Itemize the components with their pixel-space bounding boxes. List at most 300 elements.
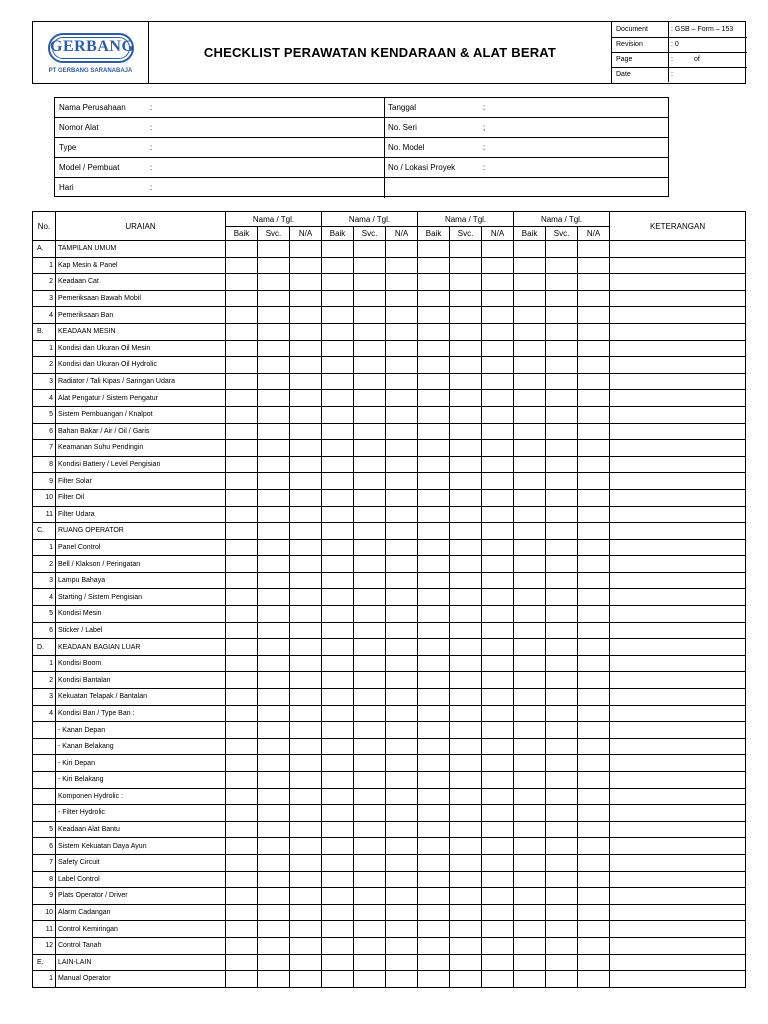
keterangan-cell[interactable] [610, 489, 746, 506]
check-cell[interactable] [450, 954, 482, 971]
check-cell[interactable] [290, 854, 322, 871]
check-cell[interactable] [578, 871, 610, 888]
check-cell[interactable] [226, 954, 258, 971]
check-cell[interactable] [226, 456, 258, 473]
check-cell[interactable] [578, 971, 610, 988]
check-cell[interactable] [482, 556, 514, 573]
check-cell[interactable] [322, 639, 354, 656]
check-cell[interactable] [290, 672, 322, 689]
check-cell[interactable] [578, 937, 610, 954]
check-cell[interactable] [322, 722, 354, 739]
check-cell[interactable] [450, 456, 482, 473]
check-cell[interactable] [418, 622, 450, 639]
check-cell[interactable] [514, 937, 546, 954]
check-cell[interactable] [290, 655, 322, 672]
check-cell[interactable] [546, 655, 578, 672]
check-cell[interactable] [290, 406, 322, 423]
check-cell[interactable] [226, 971, 258, 988]
check-cell[interactable] [450, 423, 482, 440]
check-cell[interactable] [482, 390, 514, 407]
check-cell[interactable] [418, 639, 450, 656]
check-cell[interactable] [450, 672, 482, 689]
check-cell[interactable] [482, 655, 514, 672]
check-cell[interactable] [578, 373, 610, 390]
check-cell[interactable] [258, 357, 290, 374]
check-cell[interactable] [290, 606, 322, 623]
check-cell[interactable] [226, 406, 258, 423]
check-cell[interactable] [258, 954, 290, 971]
check-cell[interactable] [450, 257, 482, 274]
check-cell[interactable] [578, 722, 610, 739]
check-cell[interactable] [322, 257, 354, 274]
check-cell[interactable] [578, 539, 610, 556]
check-cell[interactable] [482, 954, 514, 971]
keterangan-cell[interactable] [610, 821, 746, 838]
check-cell[interactable] [258, 821, 290, 838]
check-cell[interactable] [546, 722, 578, 739]
check-cell[interactable] [258, 589, 290, 606]
check-cell[interactable] [226, 473, 258, 490]
check-cell[interactable] [514, 854, 546, 871]
check-cell[interactable] [578, 506, 610, 523]
check-cell[interactable] [354, 523, 386, 540]
check-cell[interactable] [514, 274, 546, 291]
keterangan-cell[interactable] [610, 705, 746, 722]
check-cell[interactable] [354, 954, 386, 971]
check-cell[interactable] [386, 406, 418, 423]
check-cell[interactable] [354, 689, 386, 706]
check-cell[interactable] [546, 589, 578, 606]
check-cell[interactable] [482, 738, 514, 755]
check-cell[interactable] [514, 440, 546, 457]
check-cell[interactable] [418, 323, 450, 340]
check-cell[interactable] [290, 888, 322, 905]
check-cell[interactable] [418, 523, 450, 540]
check-cell[interactable] [450, 805, 482, 822]
check-cell[interactable] [226, 622, 258, 639]
check-cell[interactable] [546, 705, 578, 722]
check-cell[interactable] [354, 854, 386, 871]
check-cell[interactable] [258, 689, 290, 706]
check-cell[interactable] [290, 473, 322, 490]
check-cell[interactable] [482, 241, 514, 258]
check-cell[interactable] [418, 821, 450, 838]
check-cell[interactable] [386, 257, 418, 274]
check-cell[interactable] [258, 440, 290, 457]
check-cell[interactable] [354, 788, 386, 805]
check-cell[interactable] [450, 406, 482, 423]
check-cell[interactable] [386, 854, 418, 871]
check-cell[interactable] [226, 805, 258, 822]
check-cell[interactable] [386, 556, 418, 573]
check-cell[interactable] [578, 921, 610, 938]
check-cell[interactable] [514, 539, 546, 556]
check-cell[interactable] [290, 307, 322, 324]
check-cell[interactable] [226, 838, 258, 855]
check-cell[interactable] [386, 655, 418, 672]
info-field-value[interactable]: : [483, 143, 486, 152]
check-cell[interactable] [546, 838, 578, 855]
check-cell[interactable] [226, 423, 258, 440]
check-cell[interactable] [450, 705, 482, 722]
check-cell[interactable] [450, 572, 482, 589]
check-cell[interactable] [546, 772, 578, 789]
keterangan-cell[interactable] [610, 406, 746, 423]
check-cell[interactable] [546, 971, 578, 988]
check-cell[interactable] [482, 357, 514, 374]
check-cell[interactable] [418, 406, 450, 423]
check-cell[interactable] [290, 572, 322, 589]
check-cell[interactable] [578, 622, 610, 639]
check-cell[interactable] [386, 622, 418, 639]
keterangan-cell[interactable] [610, 772, 746, 789]
check-cell[interactable] [578, 307, 610, 324]
check-cell[interactable] [354, 406, 386, 423]
check-cell[interactable] [322, 340, 354, 357]
check-cell[interactable] [226, 854, 258, 871]
check-cell[interactable] [578, 772, 610, 789]
check-cell[interactable] [546, 888, 578, 905]
check-cell[interactable] [546, 904, 578, 921]
check-cell[interactable] [386, 340, 418, 357]
check-cell[interactable] [322, 539, 354, 556]
check-cell[interactable] [578, 655, 610, 672]
check-cell[interactable] [290, 556, 322, 573]
check-cell[interactable] [418, 290, 450, 307]
check-cell[interactable] [258, 705, 290, 722]
check-cell[interactable] [322, 274, 354, 291]
check-cell[interactable] [386, 921, 418, 938]
check-cell[interactable] [226, 821, 258, 838]
check-cell[interactable] [386, 772, 418, 789]
check-cell[interactable] [418, 572, 450, 589]
check-cell[interactable] [386, 589, 418, 606]
check-cell[interactable] [258, 622, 290, 639]
check-cell[interactable] [450, 274, 482, 291]
check-cell[interactable] [418, 888, 450, 905]
check-cell[interactable] [418, 473, 450, 490]
check-cell[interactable] [354, 323, 386, 340]
keterangan-cell[interactable] [610, 290, 746, 307]
check-cell[interactable] [546, 572, 578, 589]
check-cell[interactable] [226, 257, 258, 274]
check-cell[interactable] [514, 373, 546, 390]
check-cell[interactable] [450, 506, 482, 523]
info-field-value[interactable]: : [150, 163, 153, 172]
keterangan-cell[interactable] [610, 440, 746, 457]
check-cell[interactable] [386, 672, 418, 689]
check-cell[interactable] [578, 805, 610, 822]
check-cell[interactable] [450, 340, 482, 357]
check-cell[interactable] [258, 921, 290, 938]
check-cell[interactable] [258, 307, 290, 324]
check-cell[interactable] [578, 689, 610, 706]
check-cell[interactable] [450, 755, 482, 772]
check-cell[interactable] [418, 738, 450, 755]
check-cell[interactable] [290, 373, 322, 390]
check-cell[interactable] [258, 456, 290, 473]
check-cell[interactable] [322, 290, 354, 307]
check-cell[interactable] [386, 357, 418, 374]
check-cell[interactable] [514, 357, 546, 374]
check-cell[interactable] [546, 821, 578, 838]
meta-value[interactable]: : GSB – Form – 153 [671, 26, 734, 33]
check-cell[interactable] [226, 871, 258, 888]
check-cell[interactable] [450, 788, 482, 805]
check-cell[interactable] [450, 622, 482, 639]
check-cell[interactable] [546, 307, 578, 324]
check-cell[interactable] [322, 921, 354, 938]
check-cell[interactable] [450, 937, 482, 954]
check-cell[interactable] [290, 506, 322, 523]
check-cell[interactable] [514, 572, 546, 589]
check-cell[interactable] [226, 705, 258, 722]
check-cell[interactable] [546, 506, 578, 523]
check-cell[interactable] [482, 274, 514, 291]
check-cell[interactable] [290, 871, 322, 888]
check-cell[interactable] [450, 357, 482, 374]
keterangan-cell[interactable] [610, 523, 746, 540]
check-cell[interactable] [546, 241, 578, 258]
check-cell[interactable] [546, 606, 578, 623]
check-cell[interactable] [354, 921, 386, 938]
check-cell[interactable] [450, 821, 482, 838]
check-cell[interactable] [322, 606, 354, 623]
check-cell[interactable] [514, 622, 546, 639]
check-cell[interactable] [354, 456, 386, 473]
check-cell[interactable] [482, 689, 514, 706]
check-cell[interactable] [578, 954, 610, 971]
check-cell[interactable] [418, 489, 450, 506]
check-cell[interactable] [258, 290, 290, 307]
check-cell[interactable] [546, 290, 578, 307]
check-cell[interactable] [322, 622, 354, 639]
check-cell[interactable] [258, 539, 290, 556]
check-cell[interactable] [386, 904, 418, 921]
check-cell[interactable] [258, 373, 290, 390]
check-cell[interactable] [354, 937, 386, 954]
check-cell[interactable] [290, 954, 322, 971]
check-cell[interactable] [354, 622, 386, 639]
check-cell[interactable] [546, 257, 578, 274]
check-cell[interactable] [226, 506, 258, 523]
check-cell[interactable] [418, 854, 450, 871]
check-cell[interactable] [386, 572, 418, 589]
check-cell[interactable] [290, 971, 322, 988]
check-cell[interactable] [290, 689, 322, 706]
check-cell[interactable] [578, 556, 610, 573]
check-cell[interactable] [354, 357, 386, 374]
check-cell[interactable] [354, 307, 386, 324]
check-cell[interactable] [290, 921, 322, 938]
check-cell[interactable] [226, 921, 258, 938]
check-cell[interactable] [482, 788, 514, 805]
check-cell[interactable] [354, 340, 386, 357]
check-cell[interactable] [418, 838, 450, 855]
check-cell[interactable] [322, 556, 354, 573]
keterangan-cell[interactable] [610, 689, 746, 706]
check-cell[interactable] [482, 937, 514, 954]
keterangan-cell[interactable] [610, 357, 746, 374]
check-cell[interactable] [546, 854, 578, 871]
check-cell[interactable] [322, 506, 354, 523]
check-cell[interactable] [578, 257, 610, 274]
check-cell[interactable] [354, 772, 386, 789]
check-cell[interactable] [546, 672, 578, 689]
check-cell[interactable] [546, 622, 578, 639]
check-cell[interactable] [386, 639, 418, 656]
check-cell[interactable] [514, 257, 546, 274]
check-cell[interactable] [546, 373, 578, 390]
check-cell[interactable] [322, 357, 354, 374]
check-cell[interactable] [514, 589, 546, 606]
check-cell[interactable] [322, 489, 354, 506]
check-cell[interactable] [226, 556, 258, 573]
check-cell[interactable] [482, 772, 514, 789]
check-cell[interactable] [322, 689, 354, 706]
check-cell[interactable] [514, 489, 546, 506]
keterangan-cell[interactable] [610, 373, 746, 390]
check-cell[interactable] [226, 639, 258, 656]
check-cell[interactable] [482, 323, 514, 340]
check-cell[interactable] [322, 755, 354, 772]
check-cell[interactable] [578, 755, 610, 772]
check-cell[interactable] [418, 805, 450, 822]
check-cell[interactable] [322, 440, 354, 457]
check-cell[interactable] [226, 572, 258, 589]
check-cell[interactable] [322, 904, 354, 921]
check-cell[interactable] [354, 390, 386, 407]
keterangan-cell[interactable] [610, 622, 746, 639]
check-cell[interactable] [514, 689, 546, 706]
check-cell[interactable] [322, 672, 354, 689]
check-cell[interactable] [226, 489, 258, 506]
check-cell[interactable] [226, 888, 258, 905]
check-cell[interactable] [482, 971, 514, 988]
check-cell[interactable] [514, 340, 546, 357]
check-cell[interactable] [226, 738, 258, 755]
check-cell[interactable] [418, 788, 450, 805]
keterangan-cell[interactable] [610, 606, 746, 623]
check-cell[interactable] [418, 440, 450, 457]
check-cell[interactable] [386, 456, 418, 473]
check-cell[interactable] [386, 241, 418, 258]
keterangan-cell[interactable] [610, 423, 746, 440]
check-cell[interactable] [258, 639, 290, 656]
check-cell[interactable] [546, 755, 578, 772]
info-field-value[interactable]: : [150, 103, 153, 112]
check-cell[interactable] [258, 506, 290, 523]
check-cell[interactable] [546, 323, 578, 340]
check-cell[interactable] [226, 523, 258, 540]
check-cell[interactable] [450, 971, 482, 988]
check-cell[interactable] [258, 738, 290, 755]
keterangan-cell[interactable] [610, 921, 746, 938]
check-cell[interactable] [354, 821, 386, 838]
check-cell[interactable] [546, 954, 578, 971]
check-cell[interactable] [322, 307, 354, 324]
keterangan-cell[interactable] [610, 241, 746, 258]
check-cell[interactable] [514, 672, 546, 689]
check-cell[interactable] [322, 954, 354, 971]
keterangan-cell[interactable] [610, 805, 746, 822]
info-field-value[interactable]: : [483, 103, 486, 112]
check-cell[interactable] [418, 689, 450, 706]
check-cell[interactable] [354, 274, 386, 291]
check-cell[interactable] [482, 722, 514, 739]
check-cell[interactable] [322, 854, 354, 871]
check-cell[interactable] [450, 888, 482, 905]
check-cell[interactable] [418, 390, 450, 407]
check-cell[interactable] [482, 755, 514, 772]
check-cell[interactable] [450, 473, 482, 490]
check-cell[interactable] [482, 523, 514, 540]
check-cell[interactable] [450, 655, 482, 672]
check-cell[interactable] [578, 423, 610, 440]
check-cell[interactable] [418, 340, 450, 357]
check-cell[interactable] [514, 241, 546, 258]
check-cell[interactable] [546, 556, 578, 573]
keterangan-cell[interactable] [610, 788, 746, 805]
check-cell[interactable] [578, 672, 610, 689]
check-cell[interactable] [322, 323, 354, 340]
check-cell[interactable] [290, 274, 322, 291]
check-cell[interactable] [578, 440, 610, 457]
check-cell[interactable] [418, 672, 450, 689]
check-cell[interactable] [258, 805, 290, 822]
check-cell[interactable] [546, 738, 578, 755]
check-cell[interactable] [450, 904, 482, 921]
check-cell[interactable] [290, 489, 322, 506]
check-cell[interactable] [514, 971, 546, 988]
check-cell[interactable] [546, 805, 578, 822]
check-cell[interactable] [546, 406, 578, 423]
check-cell[interactable] [418, 274, 450, 291]
check-cell[interactable] [450, 722, 482, 739]
keterangan-cell[interactable] [610, 854, 746, 871]
check-cell[interactable] [578, 838, 610, 855]
check-cell[interactable] [482, 805, 514, 822]
check-cell[interactable] [418, 357, 450, 374]
check-cell[interactable] [450, 738, 482, 755]
check-cell[interactable] [514, 606, 546, 623]
check-cell[interactable] [578, 606, 610, 623]
check-cell[interactable] [290, 805, 322, 822]
check-cell[interactable] [258, 655, 290, 672]
check-cell[interactable] [418, 373, 450, 390]
check-cell[interactable] [514, 954, 546, 971]
check-cell[interactable] [354, 722, 386, 739]
check-cell[interactable] [290, 539, 322, 556]
check-cell[interactable] [578, 390, 610, 407]
check-cell[interactable] [258, 257, 290, 274]
meta-value[interactable]: : [671, 56, 673, 63]
check-cell[interactable] [418, 539, 450, 556]
check-cell[interactable] [578, 406, 610, 423]
check-cell[interactable] [290, 390, 322, 407]
check-cell[interactable] [482, 257, 514, 274]
check-cell[interactable] [354, 257, 386, 274]
check-cell[interactable] [322, 373, 354, 390]
check-cell[interactable] [354, 655, 386, 672]
info-field-value[interactable]: : [483, 163, 486, 172]
check-cell[interactable] [322, 871, 354, 888]
check-cell[interactable] [258, 241, 290, 258]
check-cell[interactable] [482, 307, 514, 324]
check-cell[interactable] [578, 340, 610, 357]
check-cell[interactable] [450, 539, 482, 556]
check-cell[interactable] [450, 772, 482, 789]
